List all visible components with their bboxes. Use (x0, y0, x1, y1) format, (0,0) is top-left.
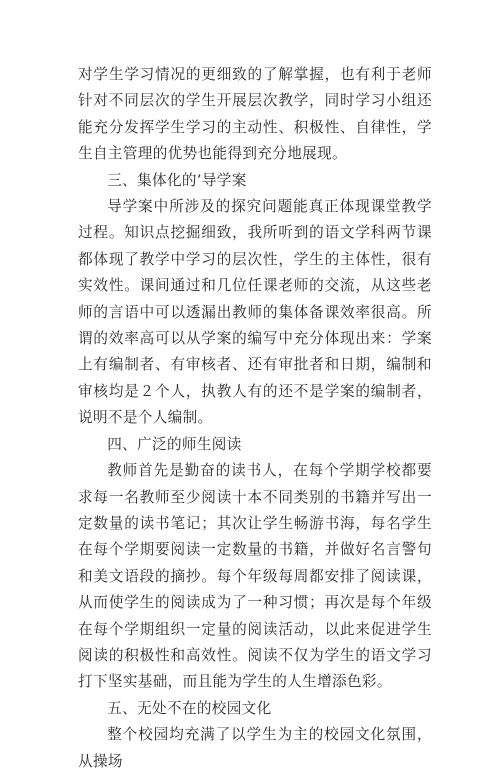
section-heading-5: 五、无处不在的校园文化 (107, 699, 272, 717)
paragraph-continued: 对学生学习情况的更细致的了解掌握，也有利于老师针对不同层次的学生开展层次教学，同时学习小组还能充分发挥学生学习的主动性、积极性、自律性，学生自主管理的优势也能得到充分地展现。 (78, 66, 432, 163)
paragraph-guide-plan: 导学案中所涉及的探究问题能真正体现课堂教学过程。知识点挖掘细致，我所听到的语文学科两节课都体现了教学中学习的层次性，学生的主体性，很有实效性。课间通过和几位任课老师的交流，从这些老师的言语中可以透漏出教师的集体备课效率很高。所谓的效率高可以从学案的编写中充分体现出来：学案上有编制者、有审核者、还有审批者和日期，编制和审核均是２个人，执教人有的还不是学案的编制者，说明不是个人编制。 (78, 198, 432, 427)
paragraph-reading: 教师首先是勤奋的读书人，在每个学期学校都要求每一名教师至少阅读十本不同类别的书籍并写出一定数量的读书笔记；其次让学生畅游书海，每名学生在每个学期要阅读一定数量的书籍，并做好名言警句和美文语段的摘抄。每个年级每周都安排了阅读课，从而使学生的阅读成为了一种习惯；再次是每个年级在每个学期组织一定量的阅读活动，以此来促进学生阅读的积极性和高效性。阅读不仅为学生的语文学习打下坚实基础，而且能为学生的人生增添色彩。 (78, 462, 432, 691)
document-body (78, 62, 432, 775)
section-heading-3: 三、集体化的’导学案 (107, 171, 247, 189)
paragraph-campus-culture: 整个校园均充满了以学生为主的校园文化氛围，从操场 (78, 726, 432, 770)
section-heading-4: 四、广泛的师生阅读 (107, 435, 242, 453)
